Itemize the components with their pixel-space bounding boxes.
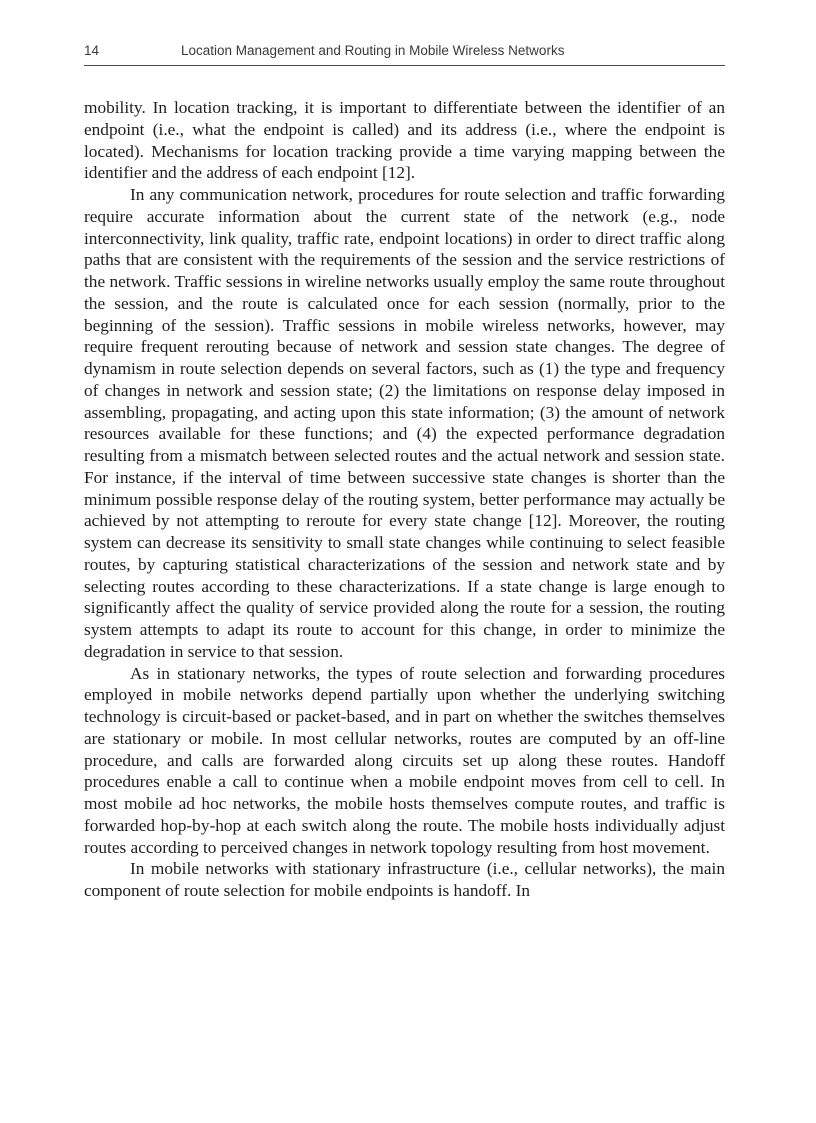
paragraph: mobility. In location tracking, it is important to differentiate between the identifier of an endpoint (i.e., what the endpoint is called) and its address (i.e., where the endpoint is located). Mechanisms for location tracking provide a time varying mapping between the identifier and the address of each endpoint [12]. [84,98,725,183]
page-number: 14 [84,43,100,58]
running-head [84,41,725,66]
paragraph: In any communication network, procedures for route selection and traffic forwarding require accurate information about the current state of the network (e.g., node interconnectivity, link quality, traffic rate, endpoint locations) in order to direct traffic along paths that are consistent with the requirements of the session and the service restrictions of the network. Traffic sessions in wireline networks usually employ the same route throughout the session, and the route is calculated once for each session (normally, prior to the beginning of the session). Traffic sessions in mobile wireless networks, however, may require frequent rerouting because of network and session state changes. The degree of dynamism in route selection depends on several factors, such as (1) the type and frequency of changes in network and session state; (2) the limitations on response delay imposed in assembling, propagating, and acting upon this state information; (3) the amount of network resources available for these functions; and (4) the expected performance degradation resulting from a mismatch between selected routes and the actual network and session state. For instance, if the interval of time between successive state changes is shorter than the minimum possible response delay of the routing system, better performance may actually be achieved by not attempting to reroute for every state change [12]. Moreover, the routing system can decrease its sensitivity to small state changes while continuing to select feasible routes, by capturing statistical characterizations of the session and network state and by selecting routes according to these characterizations. If a state change is large enough to significantly affect the quality of service provided along the route for a session, the routing system attempts to adapt its route to account for this change, in order to minimize the degradation in service to that session. [84,185,725,661]
paragraph: As in stationary networks, the types of route selection and forwarding procedures employed in mobile networks depend partially upon whether the underlying switching technology is circuit-based or packet-based, and in part on whether the switches themselves are stationary or mobile. In most cellular networks, routes are computed by an off-line procedure, and calls are forwarded along circuits set up along these routes. Handoff procedures enable a call to continue when a mobile endpoint moves from cell to cell. In most mobile ad hoc networks, the mobile hosts themselves compute routes, and traffic is forwarded hop-by-hop at each switch along the route. The mobile hosts individually adjust routes according to perceived changes in network topology resulting from host movement. [84,663,725,857]
body-text [84,97,725,902]
running-title: Location Management and Routing in Mobile Wireless Networks [181,43,565,58]
paragraph: In mobile networks with stationary infrastructure (i.e., cellular networks), the main component of route selection for mobile endpoints is handoff. In [84,859,725,900]
